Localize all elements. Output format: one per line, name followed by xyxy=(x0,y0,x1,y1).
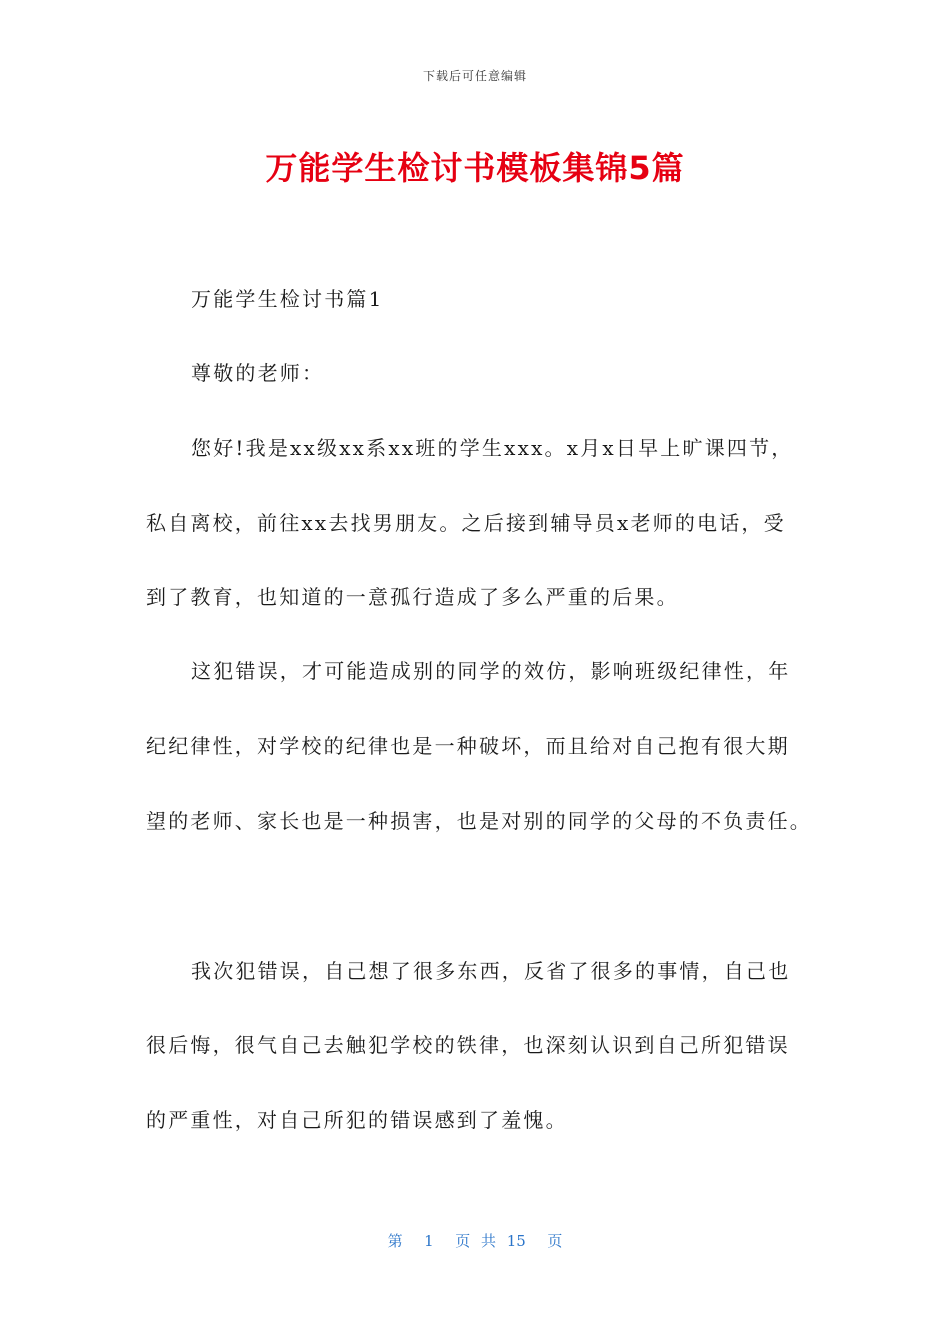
paragraph-1-line-3: 到了教育，也知道的一意孤行造成了多么严重的后果。 xyxy=(146,585,679,609)
paragraph-3-line-2: 很后悔，很气自己去触犯学校的铁律，也深刻认识到自己所犯错误 xyxy=(146,1033,790,1057)
document-title: 万能学生检讨书模板集锦5篇 xyxy=(265,149,685,187)
page-footer: 第 1 页 共 15 页 xyxy=(387,1232,563,1250)
paragraph-2-line-3: 望的老师、家长也是一种损害，也是对别的同学的父母的不负责任。 xyxy=(146,809,812,833)
paragraph-2-line-2: 纪纪律性，对学校的纪律也是一种破坏，而且给对自己抱有很大期 xyxy=(146,734,790,758)
header-note: 下载后可任意编辑 xyxy=(422,69,527,83)
paragraph-3-line-3: 的严重性，对自己所犯的错误感到了羞愧。 xyxy=(146,1108,568,1132)
paragraph-3-line-1: 我次犯错误，自己想了很多东西，反省了很多的事情，自己也 xyxy=(191,959,791,983)
paragraph-1-line-1: 您好!我是xx级xx系xx班的学生xxx。x月x日早上旷课四节， xyxy=(191,436,794,460)
paragraph-2-line-1: 这犯错误，才可能造成别的同学的效仿，影响班级纪律性，年 xyxy=(191,659,791,683)
section-heading: 万能学生检讨书篇1 xyxy=(191,287,384,311)
salutation: 尊敬的老师： xyxy=(191,361,325,385)
paragraph-1-line-2: 私自离校，前往xx去找男朋友。之后接到辅导员x老师的电话，受 xyxy=(146,511,786,535)
